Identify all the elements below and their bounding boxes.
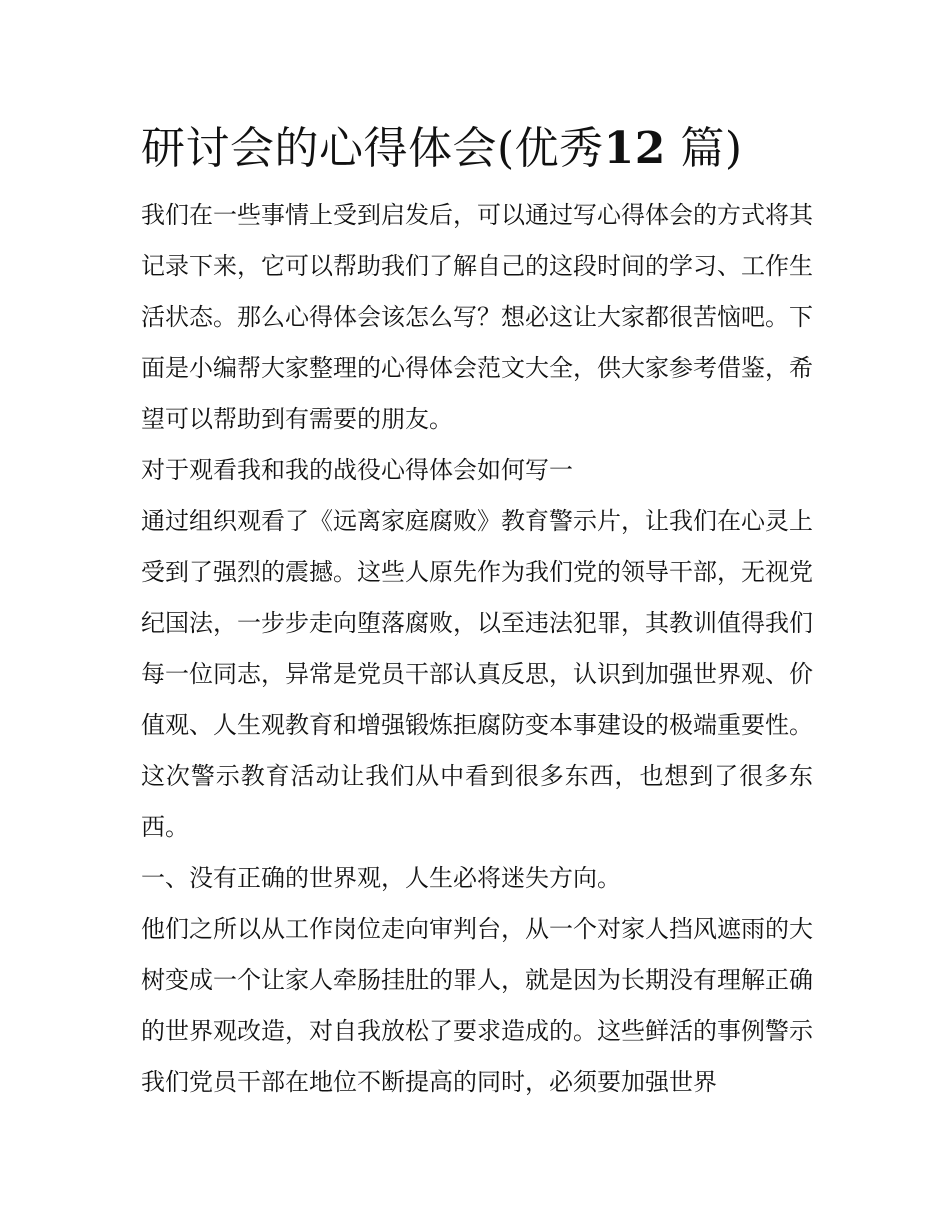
point-heading: 一、没有正确的世界观，人生必将迷失方向。 bbox=[141, 864, 621, 892]
document-content bbox=[141, 114, 813, 1108]
document-title bbox=[141, 114, 813, 184]
title-number: 12 bbox=[603, 123, 666, 174]
section-heading: 对于观看我和我的战役心得体会如何写一 bbox=[141, 456, 573, 484]
intro-paragraph: 我们在一些事情上受到启发后，可以通过写心得体会的方式将其记录下来，它可以帮助我们了解自己的这段时间的学习、工作生活状态。那么心得体会该怎么写？想必这让大家都很苦恼吧。下面是小编帮大家整理的心得体会范文大全，供大家参考借鉴，希望可以帮助到有需要的朋友。 bbox=[141, 201, 813, 433]
title-suffix: 篇) bbox=[665, 123, 743, 174]
body-paragraph: 通过组织观看了《远离家庭腐败》教育警示片，让我们在心灵上受到了强烈的震撼。这些人原先作为我们党的领导干部，无视党纪国法，一步步走向堕落腐败，以至违法犯罪，其教训值得我们每一位同志，异常是党员干部认真反思，认识到加强世界观、价值观、人生观教育和增强锻炼拒腐防变本事建设的极端重要性。这次警示教育活动让我们从中看到很多东西，也想到了很多东西。 bbox=[141, 507, 813, 841]
title-prefix: 研讨会的心得体会(优秀 bbox=[141, 123, 604, 174]
body-paragraph: 他们之所以从工作岗位走向审判台，从一个对家人挡风遮雨的大树变成一个让家人牵肠挂肚的罪人，就是因为长期没有理解正确的世界观改造，对自我放松了要求造成的。这些鲜活的事例警示我们党员干部在地位不断提高的同时，必须要加强世界 bbox=[141, 915, 813, 1096]
